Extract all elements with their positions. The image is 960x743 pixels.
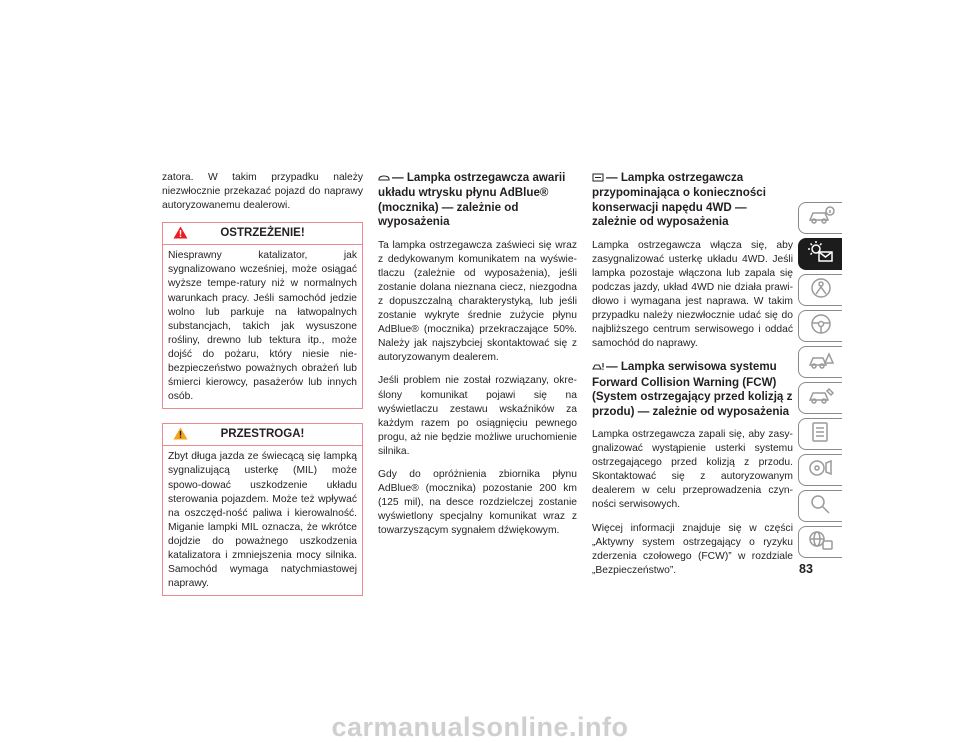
caution-text: Zbyt długa jazda ze świecącą się lampką sygnalizującą usterkę (MIL) może spowo-dować uszkodzenie układu sterowania pojazdem. Może też wpływać na oszczęd-ność paliwa i kierowalność. Miganie lampki MIL oznacza, że wkrótce dojdzie do poważnego uszkodzenia katalizatora i zmniejszenia mocy silnika. Samochód wymaga natychmiastowej naprawy. (168, 451, 357, 590)
warning-title: OSTRZEŻENIE! (220, 227, 305, 240)
fcw-heading (592, 360, 793, 419)
maintenance-list-icon (807, 421, 835, 448)
car-info-icon (807, 205, 835, 232)
fcw-paragraph-2: Więcej informacji znajduje się w części „Aktywny system ostrzegający o ryzyku zderzenia czołowego (FCW)” w rozdziale „Bezpieczeństwo”. (592, 522, 793, 576)
tab-warning-lights[interactable] (798, 238, 842, 270)
service-4wd-heading-text: — Lampka ostrzegawcza przypominająca o konieczności konserwacji napędu 4WD — zależnie od wyposażenia (592, 171, 766, 229)
tab-car-info[interactable] (798, 202, 842, 234)
seatbelt-safety-icon (807, 277, 835, 304)
watermark: carmanualsonline.info (331, 712, 629, 742)
adblue-heading-text: — Lampka ostrzegawcza awarii układu wtrysku płynu AdBlue® (mocznika) — zależnie od wyposażenia (378, 171, 566, 229)
page-number: 83 (799, 562, 813, 576)
fcw-service-icon (592, 361, 604, 375)
search-index-icon (807, 493, 835, 520)
intro-paragraph: zatora. W takim przypadku należy niezwłocznie przekazać pojazd do naprawy autoryzowanemu dealerowi. (162, 172, 363, 212)
column-middle (378, 171, 577, 548)
steering-wheel-icon (807, 313, 835, 340)
tab-driving[interactable] (798, 310, 842, 342)
language-icon (807, 529, 835, 556)
tab-service[interactable] (798, 382, 842, 414)
service-4wd-paragraph: Lampka ostrzegawcza włącza się, aby zasygnalizować usterkę układu 4WD. Jeśli lampka pozostaje włączona lub zapala się podczas jazdy, układ 4WD nie działa prawi-dłowo i wymagana jest naprawa. W takim przypadku należy niezwłocznie udać się do najbliższego centrum serwisowego i oddać samochód do naprawy. (592, 239, 793, 350)
tab-multimedia[interactable] (798, 454, 842, 486)
caution-box (162, 423, 363, 596)
adblue-paragraph-1: Ta lampka ostrzegawcza zaświeci się wraz z dedykowanym komunikatem na wyświe-tlaczu (zależnie od wyposażenia), jeśli zostanie dolana nieznana ciecz, niezgodna z dopuszczalną charakterystyką, lub jeśli zostanie wykryte średnie zużycie płynu AdBlue® (mocznika) przekraczające 50%. Należy jak najszybciej skontaktować się z autoryzowanym dealerem. (378, 239, 577, 364)
adblue-heading (378, 171, 577, 230)
fcw-heading-text: — Lampka serwisowa systemu Forward Collision Warning (FCW) (System ostrzegający przed kolizją z przodu) — zależnie od wyposażenia (592, 360, 793, 418)
column-left (162, 171, 363, 610)
car-service-icon (807, 385, 835, 412)
warning-triangle-icon (173, 226, 188, 247)
adblue-paragraph-3: Gdy do opróżnienia zbiornika płynu AdBlue® (mocznika) pozostanie 200 km (125 mil), na desce rozdzielczej zostanie wyświetlony specjalny komunikat wraz z towarzyszącym sygnałem dźwiękowym. (378, 469, 577, 537)
tab-technical-data[interactable] (798, 418, 842, 450)
adblue-paragraph-2: Jeśli problem nie został rozwiązany, okre-ślony komunikat pojawi się na wyświetlaczu zestawu wskaźników za każdym razem po osiągnięciu pewnego progu, aż nie będzie możliwe uruchomienie silnika. (378, 375, 577, 457)
adblue-warning-icon (378, 172, 390, 186)
caution-box-header (163, 424, 362, 446)
caution-title: PRZESTROGA! (220, 428, 305, 441)
car-crash-icon (807, 349, 835, 376)
chapter-tabs (798, 202, 842, 562)
tab-safety[interactable] (798, 274, 842, 306)
tab-index[interactable] (798, 490, 842, 522)
warning-text: Niesprawny katalizator, jak sygnalizowano wcześniej, może osiągać wyższe tempe-ratury niż w normalnych warunkach pracy. Jeśli samochód jedzie wolno lub parkuje na łatwopalnych substancjach, takich jak wysuszone rośliny, drewno lub tektura itp., może dojść do pożaru, który niesie nie-bezpieczeństwo poważnych obrażeń lub śmierci kierowcy, pasażerów lub innych osób. (168, 250, 357, 403)
service-4wd-heading (592, 171, 793, 230)
multimedia-icon (807, 457, 835, 484)
warning-lights-icon (807, 240, 835, 269)
warning-box (162, 222, 363, 409)
service-4wd-icon (592, 172, 604, 186)
caution-triangle-icon (173, 427, 188, 448)
column-right (592, 171, 793, 587)
tab-emergency[interactable] (798, 346, 842, 378)
warning-box-header (163, 223, 362, 245)
fcw-paragraph-1: Lampka ostrzegawcza zapali się, aby zasy-gnalizować wystąpienie usterki systemu ostrzegającego przed kolizją z przodu. Skontaktować się z autoryzowanym dealerem w celu przeprowadzenia czyn-ności serwisowych. (592, 429, 793, 511)
tab-language[interactable] (798, 526, 842, 558)
